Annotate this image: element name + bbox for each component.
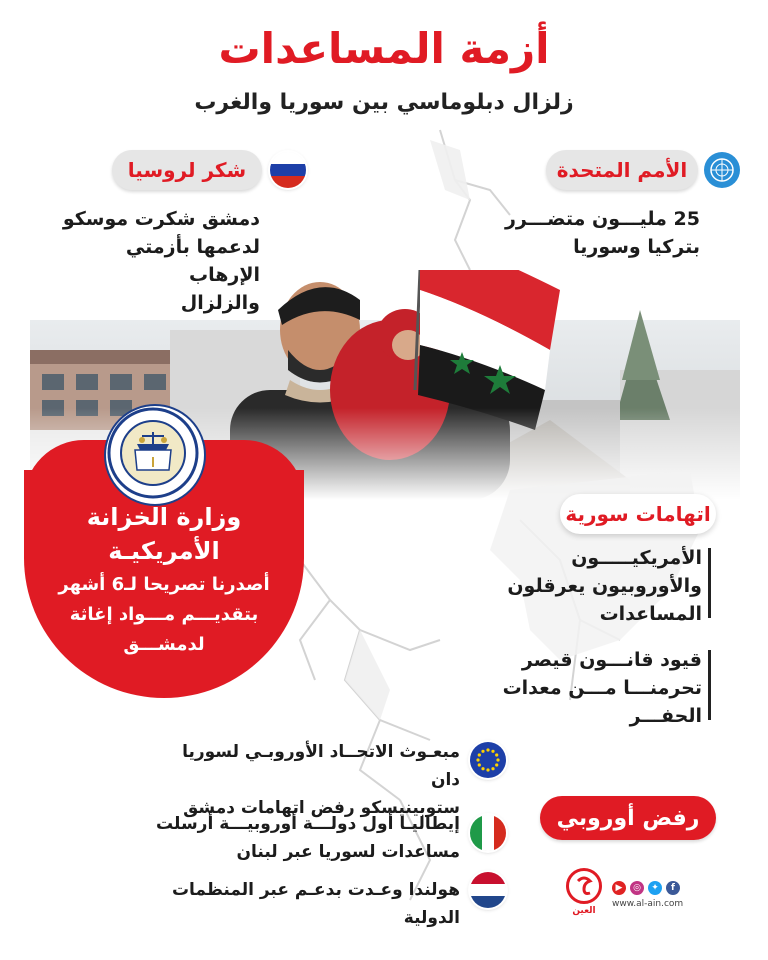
russia-text-line: لدعمها بأزمتي xyxy=(125,236,260,258)
eu-flag-icon xyxy=(470,742,506,778)
treasury-body-line: لدمشـــق xyxy=(123,634,205,655)
accusation-line: الأمريكيـــــون xyxy=(571,547,702,569)
un-text xyxy=(470,205,700,261)
treasury-title xyxy=(24,500,304,568)
treasury-title-line: الأمريكيـة xyxy=(108,537,220,565)
facebook-icon[interactable]: f xyxy=(666,881,680,895)
page-title: أزمة المساعدات xyxy=(218,24,550,73)
treasury-body-line: أصدرنا تصريحا لـ6 أشهر xyxy=(58,574,270,595)
russia-text-line: دمشق شكرت موسكو xyxy=(62,208,260,230)
accusation-line: والأوروبيون يعرقلون xyxy=(507,575,702,597)
accusation-divider xyxy=(708,548,711,618)
al-ain-logo-icon xyxy=(566,868,602,904)
european-rejection-pill xyxy=(540,796,716,840)
syria-accusations-label: اتهامات سورية xyxy=(565,502,711,526)
eu-text-line: ستوبينيسكو رفض اتهامات دمشق xyxy=(183,798,460,818)
italy-text-line: إيطاليـا أول دولـــة أوروبيـــة أرسلت xyxy=(156,814,460,834)
italy-text xyxy=(150,810,460,866)
brand-name: العين xyxy=(572,906,596,916)
page-subtitle: زلزال دبلوماسي بين سوريا والغرب xyxy=(194,90,574,115)
accusation-divider xyxy=(708,650,711,720)
eu-text-line: مبعـوث الاتحــاد الأوروبـي لسوريا دان xyxy=(182,742,460,790)
italy-flag-icon xyxy=(470,815,506,851)
accusation-item-1 xyxy=(480,544,702,628)
treasury-body xyxy=(34,570,294,660)
russia-label: شكر لروسيا xyxy=(127,158,247,182)
netherlands-text-line: هولندا وعـدت بدعـم عبر المنظمات الدولية xyxy=(171,880,460,928)
treasury-seal-logo xyxy=(104,404,206,506)
european-rejection-label: رفض أوروبي xyxy=(556,805,700,831)
twitter-icon[interactable]: ✦ xyxy=(648,881,662,895)
treasury-title-line: وزارة الخزانة xyxy=(86,503,242,531)
un-label-pill xyxy=(546,150,698,190)
un-text-line: 25 مليـــون متضـــرر xyxy=(504,208,700,230)
accusation-line: تحرمنـــا مـــن معدات xyxy=(502,677,702,699)
website-link[interactable]: www.al-ain.com xyxy=(612,899,684,909)
netherlands-text xyxy=(110,876,460,932)
instagram-icon[interactable]: ◎ xyxy=(630,881,644,895)
youtube-icon[interactable]: ▶ xyxy=(612,881,626,895)
netherlands-flag-icon xyxy=(470,872,506,908)
accusation-line: الحفـــر xyxy=(629,705,702,727)
russia-label-pill xyxy=(112,150,262,190)
accusation-line: المساعدات xyxy=(599,603,702,625)
accusation-line: قيود قانـــون قيصر xyxy=(521,649,702,671)
un-emblem-icon xyxy=(704,152,740,188)
russia-flag-icon xyxy=(270,152,306,188)
un-label: الأمم المتحدة xyxy=(556,158,688,182)
treasury-body-line: بتقديـــم مـــواد إغاثة xyxy=(69,604,259,625)
un-text-line: بتركيا وسوريا xyxy=(573,236,700,258)
italy-text-line: مساعدات لسوريا عبر لبنان xyxy=(236,842,460,862)
syria-accusations-pill xyxy=(560,494,716,534)
accusation-item-2 xyxy=(480,646,702,730)
